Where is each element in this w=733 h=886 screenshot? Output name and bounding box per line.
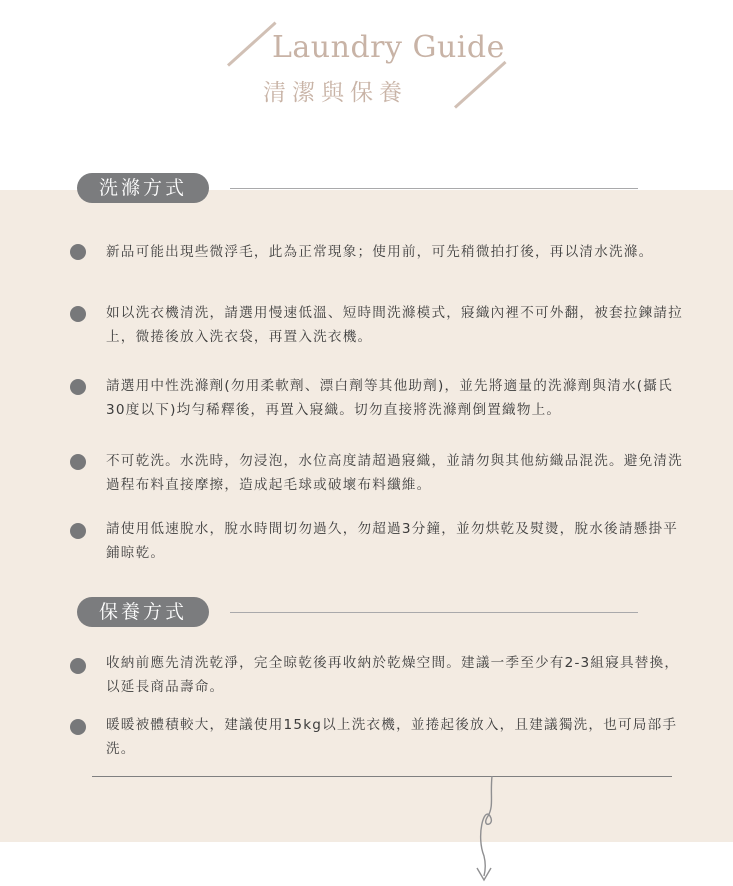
page-title-en: Laundry Guide xyxy=(272,30,505,65)
bottom-divider xyxy=(92,776,672,777)
list-item-text: 不可乾洗。水洗時，勿浸泡，水位高度請超過寢織，並請勿與其他紡織品混洗。避免清洗過程布料直接摩擦，造成起毛球或破壞布料纖維。 xyxy=(106,453,683,493)
bullet-dot-icon xyxy=(70,658,86,674)
section-title-care: 保養方式 xyxy=(77,597,209,627)
section-title-washing: 洗滌方式 xyxy=(77,173,209,203)
bullet-dot-icon xyxy=(70,454,86,470)
decorative-slash-left xyxy=(227,22,277,67)
arrow-down-icon xyxy=(460,776,520,886)
decorative-slash-right xyxy=(454,61,507,109)
bullet-dot-icon xyxy=(70,719,86,735)
list-item-text: 請使用低速脫水，脫水時間切勿過久，勿超過3分鐘，並勿烘乾及熨燙，脫水後請懸掛平鋪晾乾。 xyxy=(106,521,679,561)
list-item-text: 新品可能出現些微浮毛，此為正常現象；使用前，可先稍微拍打後，再以清水洗滌。 xyxy=(106,244,654,260)
list-item-text: 如以洗衣機清洗，請選用慢速低溫、短時間洗滌模式，寢織內裡不可外翻，被套拉鍊請拉上，微捲後放入洗衣袋，再置入洗衣機。 xyxy=(106,305,683,345)
section-divider-care xyxy=(230,612,638,613)
bullet-dot-icon xyxy=(70,244,86,260)
list-item-text: 收納前應先清洗乾淨，完全晾乾後再收納於乾燥空間。建議一季至少有2-3組寢具替換，以延長商品壽命。 xyxy=(106,655,680,695)
page-title-zh: 清潔與保養 xyxy=(263,80,408,106)
section-divider-washing xyxy=(230,188,638,189)
header xyxy=(0,0,733,190)
list-item-text: 暖暖被體積較大，建議使用15kg以上洗衣機，並捲起後放入，且建議獨洗，也可局部手洗。 xyxy=(106,717,678,757)
bullet-dot-icon xyxy=(70,379,86,395)
bullet-dot-icon xyxy=(70,306,86,322)
list-item-text: 請選用中性洗滌劑(勿用柔軟劑、漂白劑等其他助劑)，並先將適量的洗滌劑與清水(攝氏30度以下)均勻稀釋後，再置入寢織。切勿直接將洗滌劑倒置織物上。 xyxy=(106,378,673,418)
bullet-dot-icon xyxy=(70,523,86,539)
